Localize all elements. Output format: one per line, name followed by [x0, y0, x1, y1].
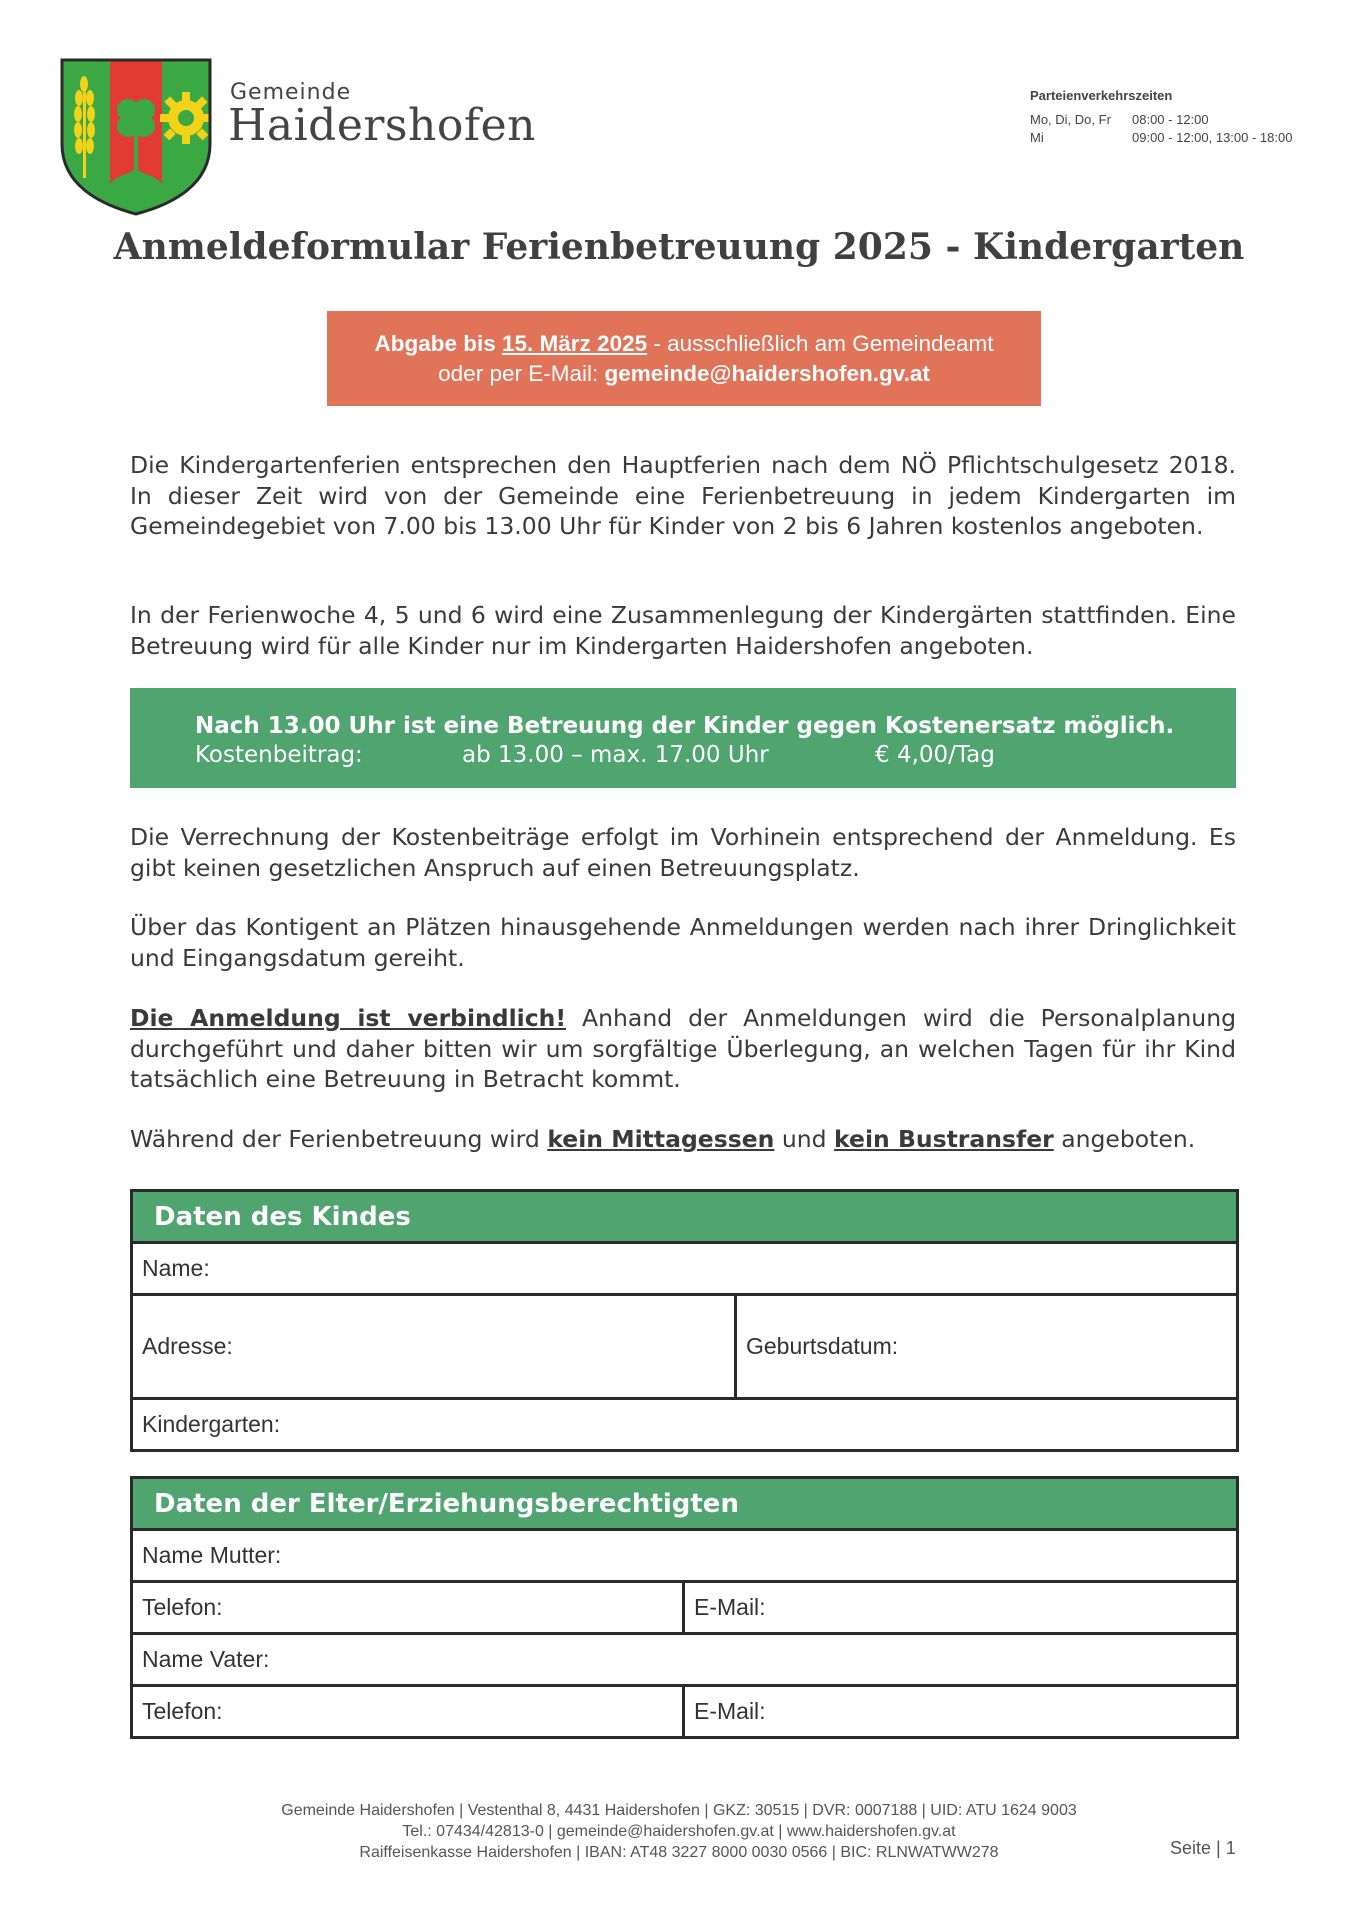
deadline-email[interactable]: gemeinde@haidershofen.gv.at	[604, 360, 930, 386]
cost-info-box	[130, 688, 1236, 788]
footer	[0, 1800, 1358, 1863]
cost-info-row	[195, 741, 1236, 770]
footer-line-address: Gemeinde Haidershofen | Vestenthal 8, 4431 Haidershofen | GKZ: 30515 | DVR: 0007188 | UID: ATU 1624 9003	[281, 1802, 1077, 1819]
office-hours-title: Parteienverkehrszeiten	[1030, 88, 1173, 103]
mother-email-field[interactable]: E-Mail:	[684, 1582, 1238, 1634]
deadline-email-prefix: oder per E-Mail:	[438, 360, 599, 386]
deadline-suffix: - ausschließlich am Gemeindeamt	[653, 330, 994, 356]
office-hours-days: Mo, Di, Do, Fr	[1030, 112, 1111, 127]
paragraph-billing: Die Verrechnung der Kostenbeiträge erfolgt im Vorhinein entsprechend der Anmeldung. Es gibt keinen gesetzlichen Anspruch auf einen Betreuungsplatz.	[130, 823, 1236, 882]
no-lunch-text-a: Während der Ferienbetreuung wird	[130, 1125, 548, 1153]
logo-text-small: Gemeinde	[230, 80, 352, 105]
cost-time: ab 13.00 – max. 17.00 Uhr	[462, 742, 769, 768]
office-hours-time: 09:00 - 12:00, 13:00 - 18:00	[1132, 130, 1293, 145]
page-title: Anmeldeformular Ferienbetreuung 2025 - Kindergarten	[113, 226, 1245, 268]
no-lunch-text-c: und	[774, 1125, 835, 1153]
office-hours-row	[1030, 111, 1292, 129]
coat-of-arms-logo	[58, 56, 214, 216]
paragraph-binding	[130, 1003, 1236, 1095]
cost-price: € 4,00/Tag	[875, 742, 995, 768]
mother-name-field[interactable]: Name Mutter:	[132, 1530, 1238, 1582]
logo-text-big: Haidershofen	[228, 100, 536, 151]
office-hours-days: Mi	[1030, 130, 1044, 145]
father-email-field[interactable]: E-Mail:	[684, 1686, 1238, 1738]
child-address-field[interactable]: Adresse:	[132, 1295, 736, 1399]
binding-notice: Die Anmeldung ist verbindlich!	[130, 1004, 567, 1032]
child-name-field[interactable]: Name:	[132, 1243, 1238, 1295]
deadline-banner	[327, 311, 1041, 406]
footer-line-bank: Raiffeisenkasse Haidershofen | IBAN: AT48 3227 8000 0030 0566 | BIC: RLNWATWW278	[359, 1844, 999, 1861]
binding-text: Anhand der Anmeldungen wird die Personalplanung durchgeführt und daher bitten wir um sorgfältige Überlegung, an welchen Tagen für ihr Kind tatsächlich eine Betreuung in Betracht kommt.	[130, 1004, 1237, 1093]
father-phone-field[interactable]: Telefon:	[132, 1686, 684, 1738]
child-form-header: Daten des Kindes	[132, 1191, 1238, 1243]
father-name-field[interactable]: Name Vater:	[132, 1634, 1238, 1686]
page-number: Seite | 1	[1170, 1838, 1236, 1858]
paragraph-holidays: Die Kindergartenferien entsprechen den Hauptferien nach dem NÖ Pflichtschulgesetz 2018. In dieser Zeit wird von der Gemeinde eine Ferienbetreuung in jedem Kindergarten im Gemeindegebiet von 7.00 bis 13.00 Uhr für Kinder von 2 bis 6 Jahren kostenlos angeboten.	[130, 451, 1236, 540]
child-data-form	[130, 1189, 1239, 1452]
office-hours-row	[1030, 129, 1292, 147]
paragraph-merge: In der Ferienwoche 4, 5 und 6 wird eine Zusammenlegung der Kindergärten stattfinden. Eine Betreuung wird für alle Kinder nur im Kindergarten Haidershofen angeboten.	[130, 601, 1236, 660]
cost-info-title: Nach 13.00 Uhr ist eine Betreuung der Kinder gegen Kostenersatz möglich.	[195, 713, 1175, 739]
parent-form-header: Daten der Elter/Erziehungsberechtigten	[132, 1478, 1238, 1530]
paragraph-quota: Über das Kontigent an Plätzen hinausgehende Anmeldungen werden nach ihrer Dringlichkeit und Eingangsdatum gereiht.	[130, 913, 1236, 972]
child-birthdate-field[interactable]: Geburtsdatum:	[736, 1295, 1238, 1399]
child-kindergarten-field[interactable]: Kindergarten:	[132, 1399, 1238, 1451]
office-hours	[1030, 88, 1292, 147]
no-lunch-text-e: angeboten.	[1053, 1125, 1196, 1153]
footer-line-contact: Tel.: 07434/42813-0 | gemeinde@haidershofen.gv.at | www.haidershofen.gv.at	[402, 1823, 956, 1840]
cost-label: Kostenbeitrag:	[195, 742, 363, 768]
deadline-date: 15. März 2025	[502, 330, 648, 356]
deadline-prefix: Abgabe bis	[374, 330, 496, 356]
mother-phone-field[interactable]: Telefon:	[132, 1582, 684, 1634]
parent-data-form	[130, 1476, 1239, 1739]
no-bus-highlight: kein Bustransfer	[834, 1125, 1054, 1153]
paragraph-no-lunch	[130, 1124, 1236, 1155]
office-hours-time: 08:00 - 12:00	[1132, 112, 1209, 127]
no-lunch-highlight: kein Mittagessen	[547, 1125, 775, 1153]
